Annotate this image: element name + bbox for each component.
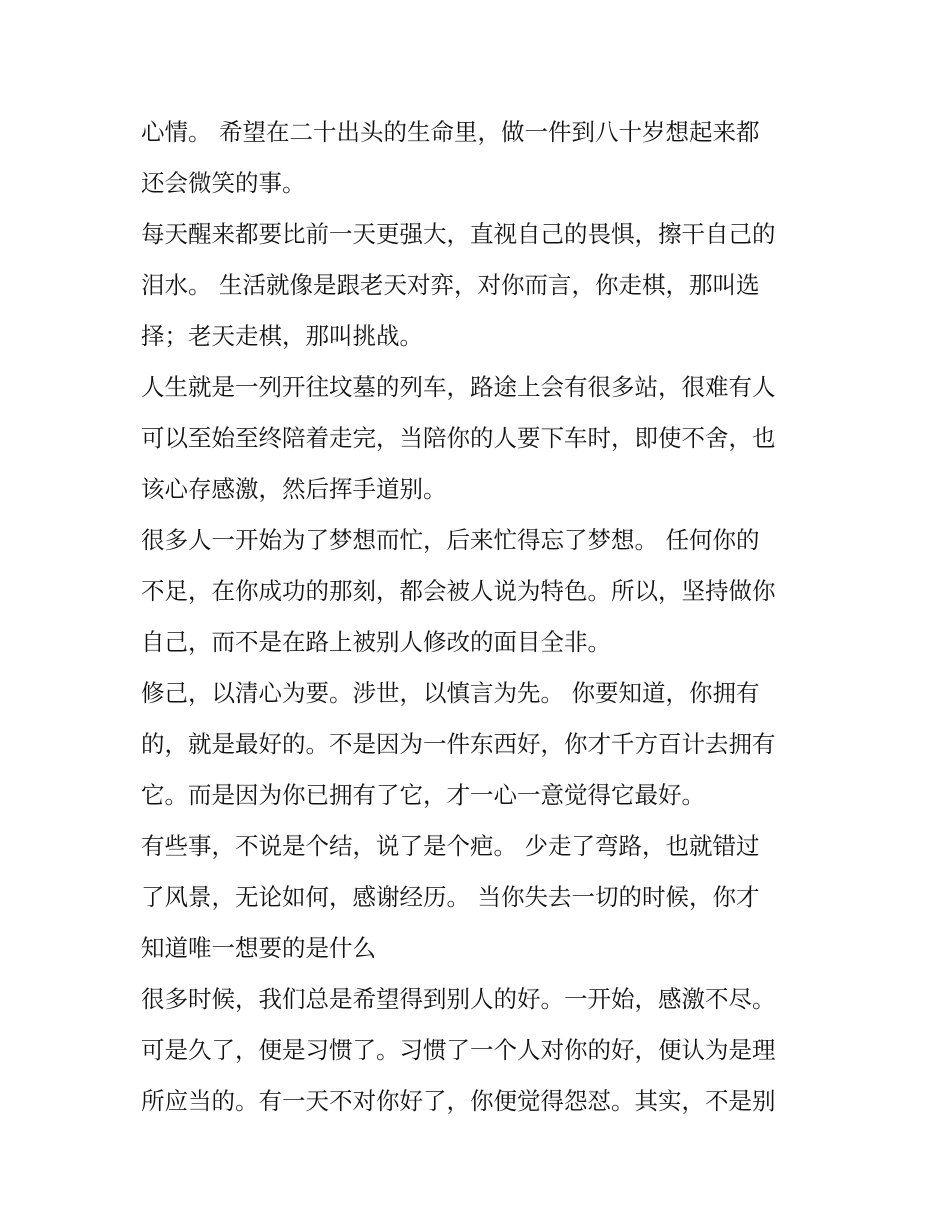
body-text bbox=[141, 107, 821, 1127]
text-line: 人生就是一列开往坟墓的列车，路途上会有很多站，很难有人 bbox=[141, 373, 776, 401]
text-line: 很多时候，我们总是希望得到别人的好。一开始，感激不尽。 bbox=[141, 985, 776, 1013]
text-line: 它。而是因为你已拥有了它，才一心一意觉得它最好。 bbox=[141, 781, 705, 809]
text-line: 知道唯一想要的是什么 bbox=[141, 934, 376, 962]
text-line: 每天醒来都要比前一天更强大，直视自己的畏惧，擦干自己的 bbox=[141, 220, 776, 248]
text-line: 有些事，不说是个结，说了是个疤。 少走了弯路，也就错过 bbox=[141, 832, 760, 860]
text-line: 不足，在你成功的那刻，都会被人说为特色。所以，坚持做你 bbox=[141, 577, 776, 605]
text-line: 泪水。 生活就像是跟老天对弈，对你而言，你走棋，那叫选 bbox=[141, 271, 760, 299]
text-line: 自己，而不是在路上被别人修改的面目全非。 bbox=[141, 628, 611, 656]
text-line: 择；老天走棋，那叫挑战。 bbox=[141, 322, 423, 350]
text-line: 修己，以清心为要。涉世，以慎言为先。 你要知道，你拥有 bbox=[141, 679, 760, 707]
text-line: 所应当的。有一天不对你好了，你便觉得怨怼。其实，不是别 bbox=[141, 1087, 776, 1115]
text-line: 还会微笑的事。 bbox=[141, 169, 306, 197]
text-line: 心情。 希望在二十出头的生命里，做一件到八十岁想起来都 bbox=[141, 118, 760, 146]
text-line: 可是久了，便是习惯了。习惯了一个人对你的好，便认为是理 bbox=[141, 1036, 776, 1064]
text-line: 该心存感激，然后挥手道别。 bbox=[141, 475, 447, 503]
text-line: 可以至始至终陪着走完，当陪你的人要下车时，即使不舍，也 bbox=[141, 424, 776, 452]
text-line: 的，就是最好的。不是因为一件东西好，你才千方百计去拥有 bbox=[141, 730, 776, 758]
text-line: 了风景，无论如何，感谢经历。 当你失去一切的时候，你才 bbox=[141, 883, 760, 911]
text-line: 很多人一开始为了梦想而忙，后来忙得忘了梦想。 任何你的 bbox=[141, 526, 760, 554]
